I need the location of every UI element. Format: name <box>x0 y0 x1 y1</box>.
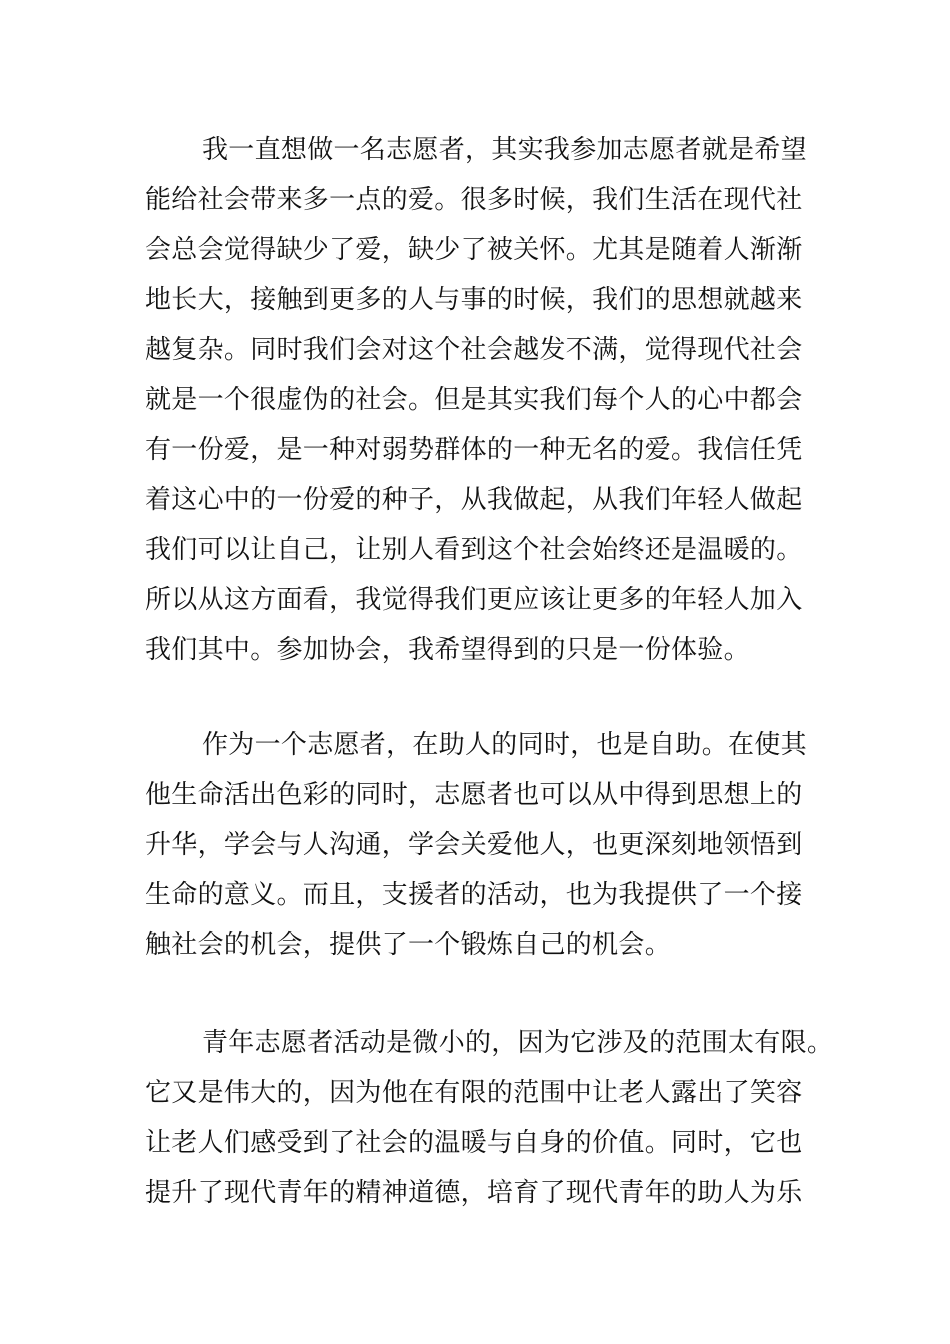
text-line: 它又是伟大的，因为他在有限的范围中让老人露出了笑容 <box>145 1078 803 1108</box>
paragraph-1 <box>145 125 845 675</box>
text-line: 升华，学会与人沟通，学会关爱他人，也更深刻地领悟到 <box>145 830 803 860</box>
text-line: 会总会觉得缺少了爱，缺少了被关怀。尤其是随着人渐渐 <box>145 235 803 265</box>
text-line: 他生命活出色彩的同时，志愿者也可以从中得到思想上的 <box>145 780 803 810</box>
text-line: 我一直想做一名志愿者，其实我参加志愿者就是希望 <box>202 135 807 165</box>
paragraph-2 <box>145 720 845 970</box>
text-line: 触社会的机会，提供了一个锻炼自己的机会。 <box>145 930 672 960</box>
paragraph-3 <box>145 1018 845 1218</box>
text-line: 就是一个很虚伪的社会。但是其实我们每个人的心中都会 <box>145 385 803 415</box>
text-line: 着这心中的一份爱的种子，从我做起，从我们年轻人做起 <box>145 485 803 515</box>
text-line: 提升了现代青年的精神道德，培育了现代青年的助人为乐 <box>145 1178 803 1208</box>
text-line: 能给社会带来多一点的爱。很多时候，我们生活在现代社 <box>145 185 803 215</box>
text-line: 有一份爱，是一种对弱势群体的一种无名的爱。我信任凭 <box>145 435 803 465</box>
text-line: 青年志愿者活动是微小的，因为它涉及的范围太有限。 <box>202 1028 834 1058</box>
text-line: 让老人们感受到了社会的温暖与自身的价值。同时，它也 <box>145 1128 803 1158</box>
text-line: 所以从这方面看，我觉得我们更应该让更多的年轻人加入 <box>145 585 803 615</box>
text-line: 生命的意义。而且，支援者的活动，也为我提供了一个接 <box>145 880 803 910</box>
text-line: 我们其中。参加协会，我希望得到的只是一份体验。 <box>145 635 750 665</box>
text-line: 越复杂。同时我们会对这个社会越发不满，觉得现代社会 <box>145 335 803 365</box>
text-line: 地长大，接触到更多的人与事的时候，我们的思想就越来 <box>145 285 803 315</box>
text-line: 我们可以让自己，让别人看到这个社会始终还是温暖的。 <box>145 535 803 565</box>
text-line: 作为一个志愿者，在助人的同时，也是自助。在使其 <box>202 730 807 760</box>
